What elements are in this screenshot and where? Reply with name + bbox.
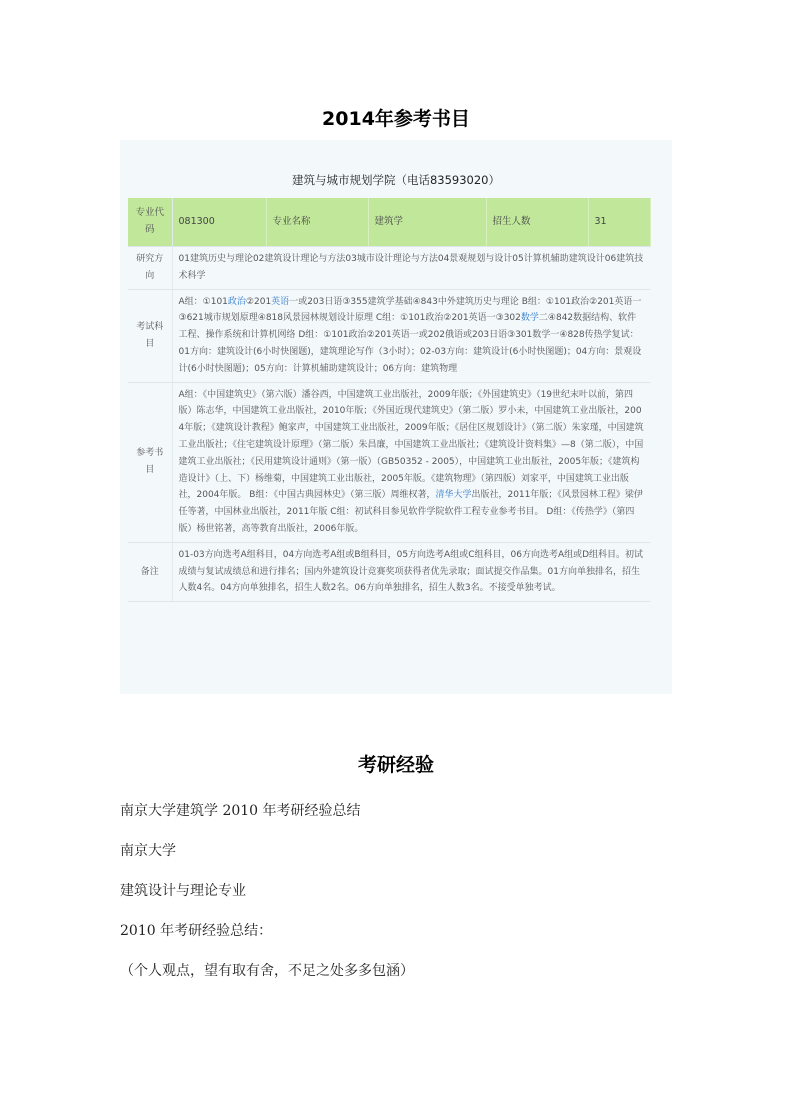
enrollment-label: 招生人数 (486, 198, 588, 247)
enrollment-value: 31 (588, 198, 650, 247)
books-text-part: 出版社，2011年版；《风景园林工程》梁伊任等著，中国林业出版社，2011年版 C组：初试科目参见软件学院软件工程专业参考书目。 D组：《传热学》（第四版）杨世铭著，高等教育出版社，2006年版。 (178, 490, 643, 534)
major-code-label: 专业代码 (128, 198, 172, 247)
remarks-label: 备注 (128, 542, 172, 601)
major-name-label: 专业名称 (266, 198, 368, 247)
exam-text-part: ②201 (245, 296, 272, 307)
major-code-value: 081300 (172, 198, 266, 247)
books-text-part: A组：《中国建筑史》（第六版）潘谷西，中国建筑工业出版社，2009年版；《外国建筑史》（19世纪末叶以前，第四版）陈志华，中国建筑工业出版社，2010年版；《外国近现代建筑史》（第二版）罗小未，中国建筑工业出版社，2004年版；《建筑设计教程》鲍家声，中国建筑工业出版社，2009年版；《居住区规划设计》（第二版）朱家瑾，中国建筑工业出版社；《住宅建筑设计原理》（第二版）朱昌廉，中国建筑工业出版社；《建筑设计资料集》—8（第二版），中国建筑工业出版社；《民用建筑设计通则》（第一版）（GB50352 - 2005），中国建筑工业出版社，2005年版；《建筑构造设计》（上、下）杨维菊，中国建筑工业出版社，2005年版。《建筑物理》（第四版）刘家平，中国建筑工业出版社，2004年版。 B组：《中国古典园林史》（第三版）周维权著， (178, 389, 644, 501)
body-line-2: 南京大学 (120, 843, 176, 859)
table-row-books (128, 382, 650, 542)
exam-text-part: 二④842数据结构、软件工程、操作系统和计算机网络 D组：①101政治②201英语一或202俄语或203日语③301数学一④828传热学复试：01方向：建筑设计(6小时快图题)，建筑理论写作（3小时）；02-03方向：建筑设计(6小时快图题)；04方向：景观设计(6小时快图题)；05方向：计算机辅助建筑设计；06方向：建筑物理 (178, 313, 642, 374)
table-header-row (128, 198, 650, 247)
research-text: 01建筑历史与理论02建筑设计理论与方法03城市设计理论与方法04景观规划与设计05计算机辅助建筑设计06建筑技术科学 (172, 247, 650, 290)
politics-link[interactable]: 政治 (227, 296, 246, 307)
exam-text (172, 289, 650, 382)
body-line-1: 南京大学建筑学 2010 年考研经验总结 (120, 803, 361, 819)
admission-table (128, 198, 651, 602)
remarks-text: 01-03方向选考A组科目，04方向选考A组或B组科目，05方向选考A组或C组科目，06方向选考A组或D组科目。初试成绩与复试成绩总和进行排名；国内外建筑设计竞赛奖项获得者优先录取；面试提交作品集。01方向单独排名，招生人数4名。04方向单独排名，招生人数2名。06方向单独排名，招生人数3名。不接受单独考试。 (172, 542, 650, 601)
exam-text-part: 一或203日语③355建筑学基础④843中外建筑历史与理论 B组：①101政治②201英语一③621城市规划原理④818风景园林规划设计原理 C组：①101政治②201英语一③302 (178, 296, 642, 324)
table-row-remarks (128, 542, 650, 601)
english-link[interactable]: 英语 (271, 296, 290, 307)
books-text (172, 382, 650, 542)
body-line-4: 2010 年考研经验总结： (120, 923, 273, 939)
exam-text-part: A组：①101 (178, 296, 228, 307)
tsinghua-link[interactable]: 清华大学 (435, 490, 472, 501)
books-label: 参考书目 (128, 382, 172, 542)
table-row-research (128, 247, 650, 290)
admission-info-panel (120, 140, 672, 694)
section-title-books: 2014年参考书目 (322, 108, 470, 130)
math-link[interactable]: 数学 (520, 313, 539, 324)
college-title: 建筑与城市规划学院（电话83593020） (291, 173, 501, 187)
section-title-experience: 考研经验 (357, 754, 434, 776)
table-row-exam (128, 289, 650, 382)
body-line-3: 建筑设计与理论专业 (120, 883, 246, 899)
major-name-value: 建筑学 (368, 198, 486, 247)
research-label: 研究方向 (128, 247, 172, 290)
body-line-5: （个人观点，望有取有舍，不足之处多多包涵） (120, 963, 414, 979)
exam-label: 考试科目 (128, 289, 172, 382)
